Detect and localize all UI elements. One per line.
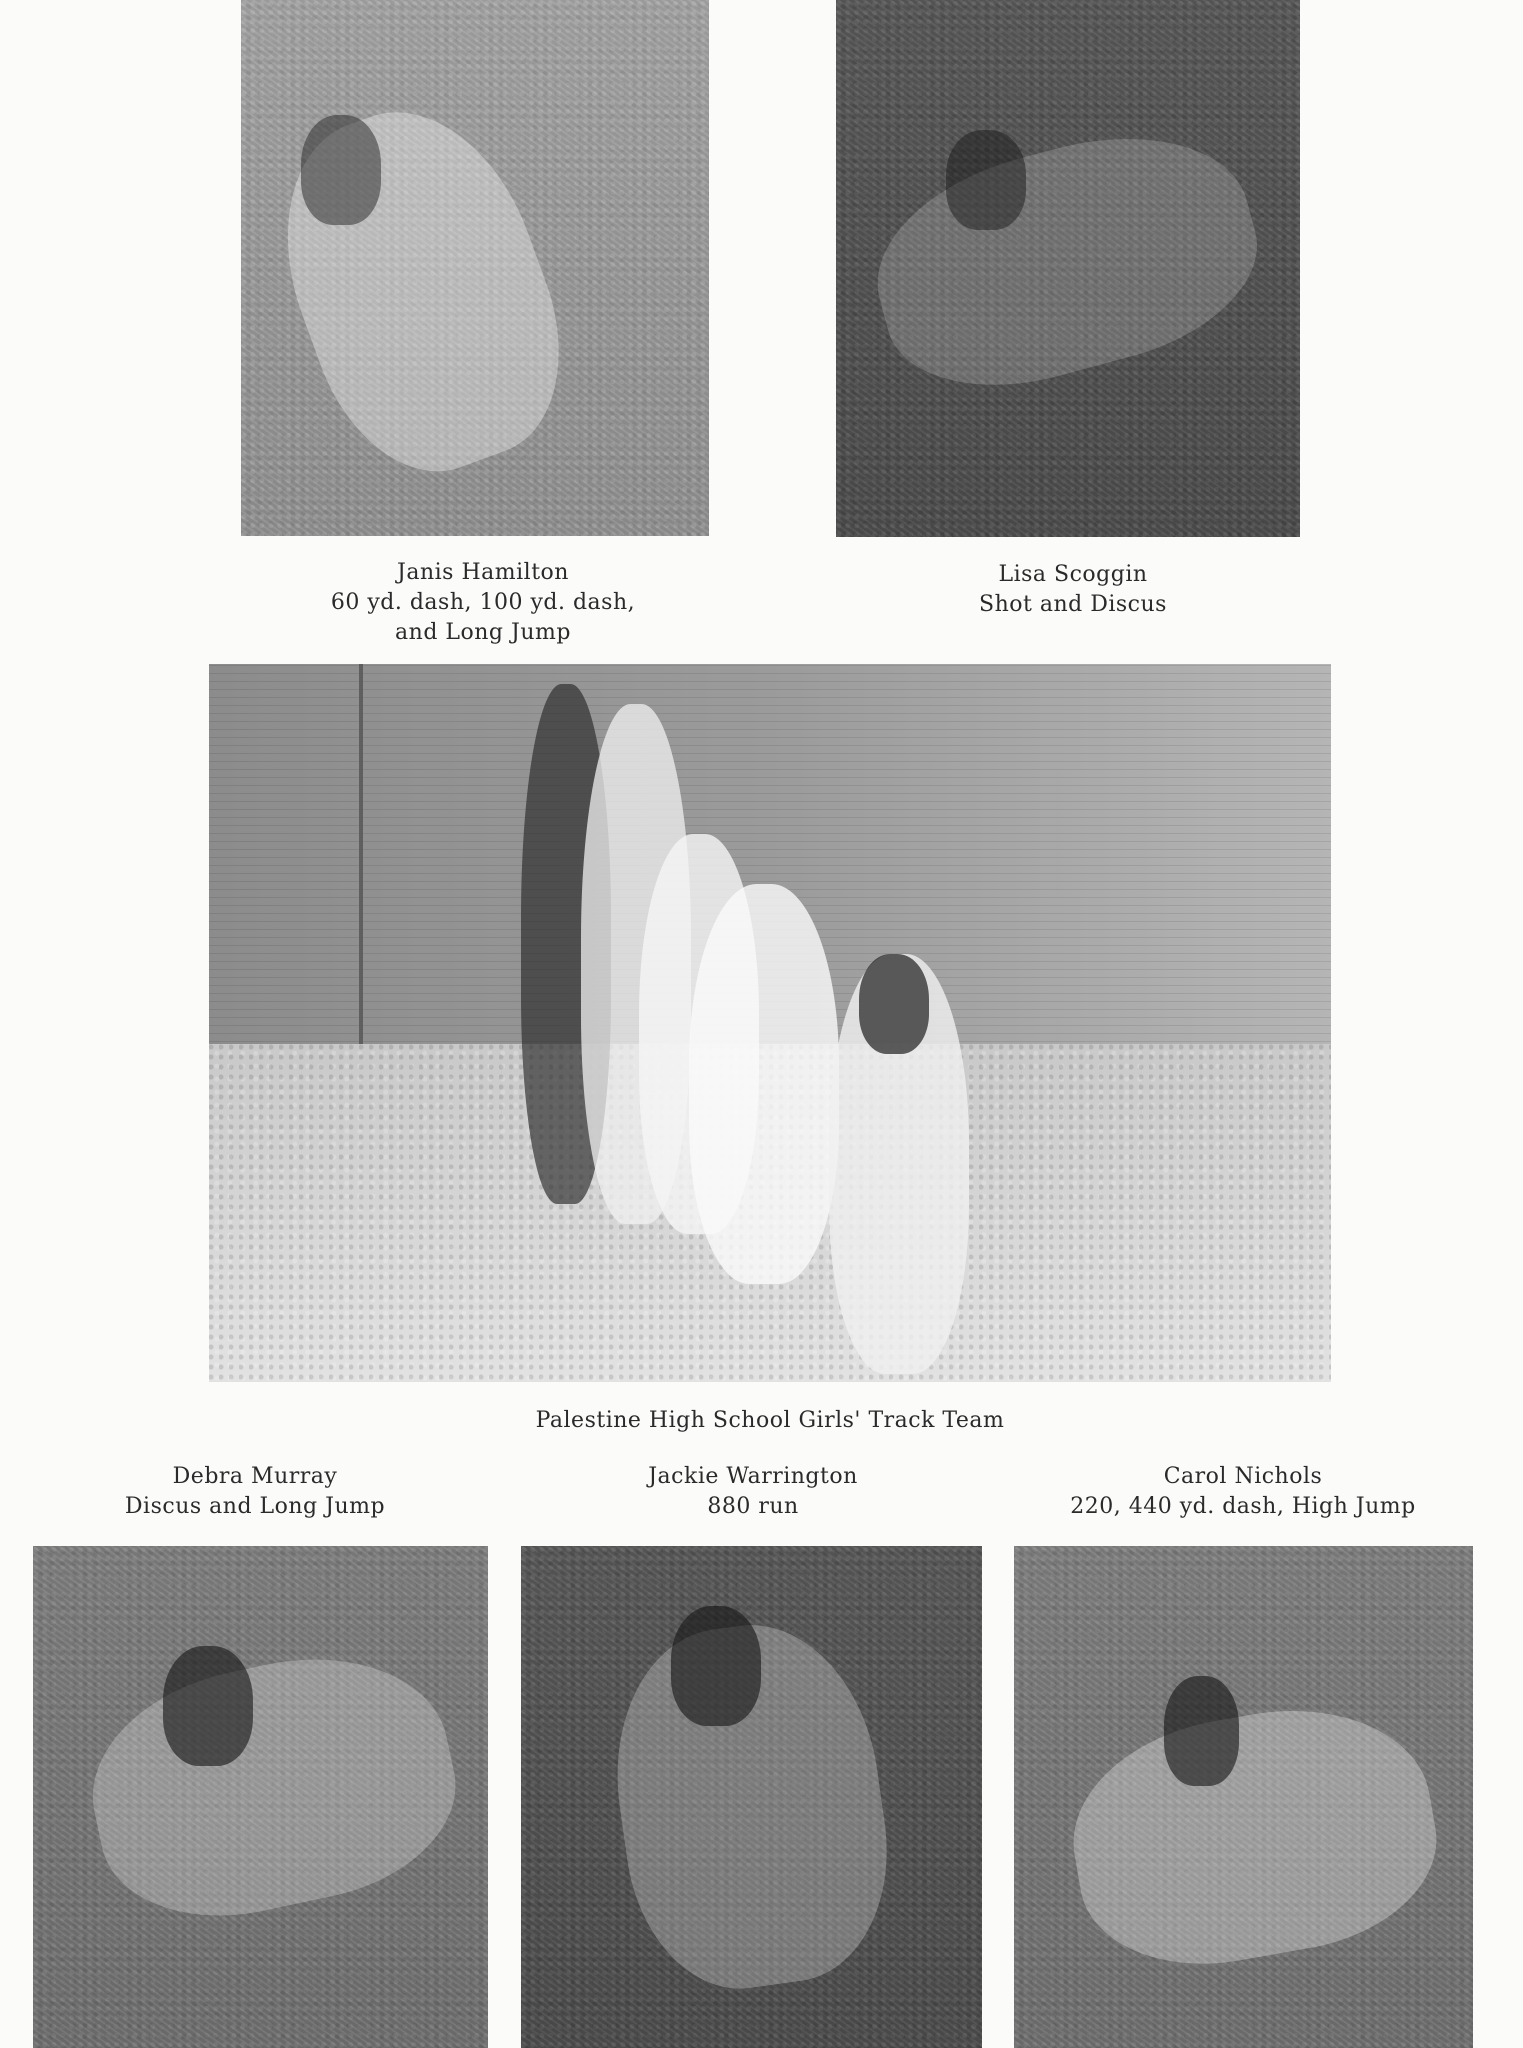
athlete-figure	[247, 80, 596, 500]
athlete-figure	[301, 115, 381, 225]
caption-lisa-scoggin	[890, 560, 1256, 620]
athlete-name: Jackie Warrington	[648, 1464, 858, 1489]
wall-edge	[359, 664, 363, 1064]
athlete-figure	[72, 1631, 474, 1941]
athlete-figure	[671, 1606, 761, 1726]
caption-jackie-warrington	[628, 1462, 878, 1522]
athlete-figure	[946, 130, 1026, 230]
athlete-events: 220, 440 yd. dash, High Jump	[1070, 1494, 1416, 1519]
athlete-figure	[1056, 1687, 1452, 1986]
athlete-name: Debra Murray	[172, 1464, 338, 1489]
caption-debra-murray	[120, 1462, 390, 1522]
athlete-events: 880 run	[707, 1494, 799, 1519]
athlete-events: Discus and Long Jump	[124, 1494, 386, 1519]
caption-janis-hamilton	[241, 558, 725, 648]
photo-janis-hamilton	[241, 0, 709, 536]
athlete-figure	[854, 105, 1278, 416]
athlete-figure	[163, 1646, 253, 1766]
athlete-events: Shot and Discus	[979, 592, 1167, 617]
photo-jackie-warrington	[521, 1546, 982, 2048]
team-member-figure	[859, 954, 929, 1054]
athlete-figure	[1164, 1676, 1239, 1786]
athlete-events: and Long Jump	[395, 620, 571, 645]
team-member-figure	[689, 884, 839, 1284]
team-caption-text: Palestine High School Girls' Track Team	[535, 1408, 1005, 1433]
photo-carol-nichols	[1014, 1546, 1473, 2048]
photo-debra-murray	[33, 1546, 488, 2048]
athlete-name: Lisa Scoggin	[998, 562, 1148, 587]
photo-team	[209, 664, 1331, 1382]
caption-carol-nichols	[1058, 1462, 1428, 1522]
athlete-name: Janis Hamilton	[397, 560, 569, 585]
photo-lisa-scoggin	[836, 0, 1300, 537]
athlete-name: Carol Nichols	[1163, 1464, 1323, 1489]
athlete-events: 60 yd. dash, 100 yd. dash,	[330, 590, 636, 615]
caption-team	[209, 1406, 1331, 1436]
